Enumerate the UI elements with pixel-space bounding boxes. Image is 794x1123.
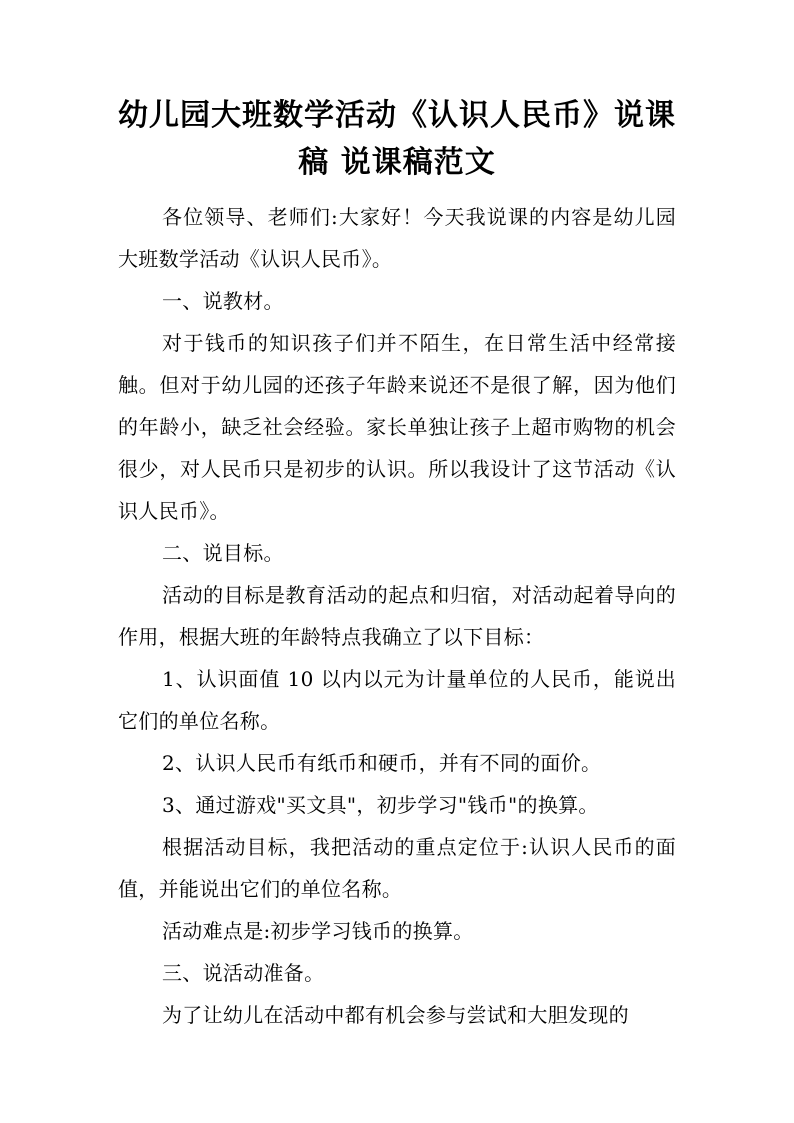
goal-item-1: 1、认识面值 10 以内以元为计量单位的人民币，能说出它们的单位名称。 bbox=[118, 667, 676, 733]
section-heading-materials: 一、说教材。 bbox=[162, 289, 284, 313]
goal-item-2: 2、认识人民币有纸币和硬币，并有不同的面价。 bbox=[162, 751, 602, 775]
paragraph-difficulty: 活动难点是:初步学习钱币的换算。 bbox=[162, 919, 474, 943]
document-body bbox=[118, 196, 676, 1036]
paragraph-greeting: 各位领导、老师们:大家好！今天我说课的内容是幼儿园大班数学活动《认识人民币》。 bbox=[118, 205, 676, 271]
paragraph-materials: 对于钱币的知识孩子们并不陌生，在日常生活中经常接触。但对于幼儿园的还孩子年龄来说还不是很了解，因为他们的年龄小，缺乏社会经验。家长单独让孩子上超市购物的机会很少，对人民币只是初步的认识。所以我设计了这节活动《认识人民币》。 bbox=[118, 331, 676, 523]
goal-item-3: 3、通过游戏"买文具"，初步学习"钱币"的换算。 bbox=[162, 793, 599, 817]
paragraph-goals-intro: 活动的目标是教育活动的起点和归宿，对活动起着导向的作用，根据大班的年龄特点我确立了以下目标： bbox=[118, 583, 676, 649]
paragraph-preparation: 为了让幼儿在活动中都有机会参与尝试和大胆发现的 bbox=[162, 1003, 629, 1027]
document-title: 幼儿园大班数学活动《认识人民币》说课稿 说课稿范文 bbox=[118, 98, 676, 180]
section-heading-preparation: 三、说活动准备。 bbox=[162, 961, 325, 985]
paragraph-key-point: 根据活动目标，我把活动的重点定位于:认识人民币的面值，并能说出它们的单位名称。 bbox=[118, 835, 676, 901]
section-heading-goals: 二、说目标。 bbox=[162, 541, 284, 565]
